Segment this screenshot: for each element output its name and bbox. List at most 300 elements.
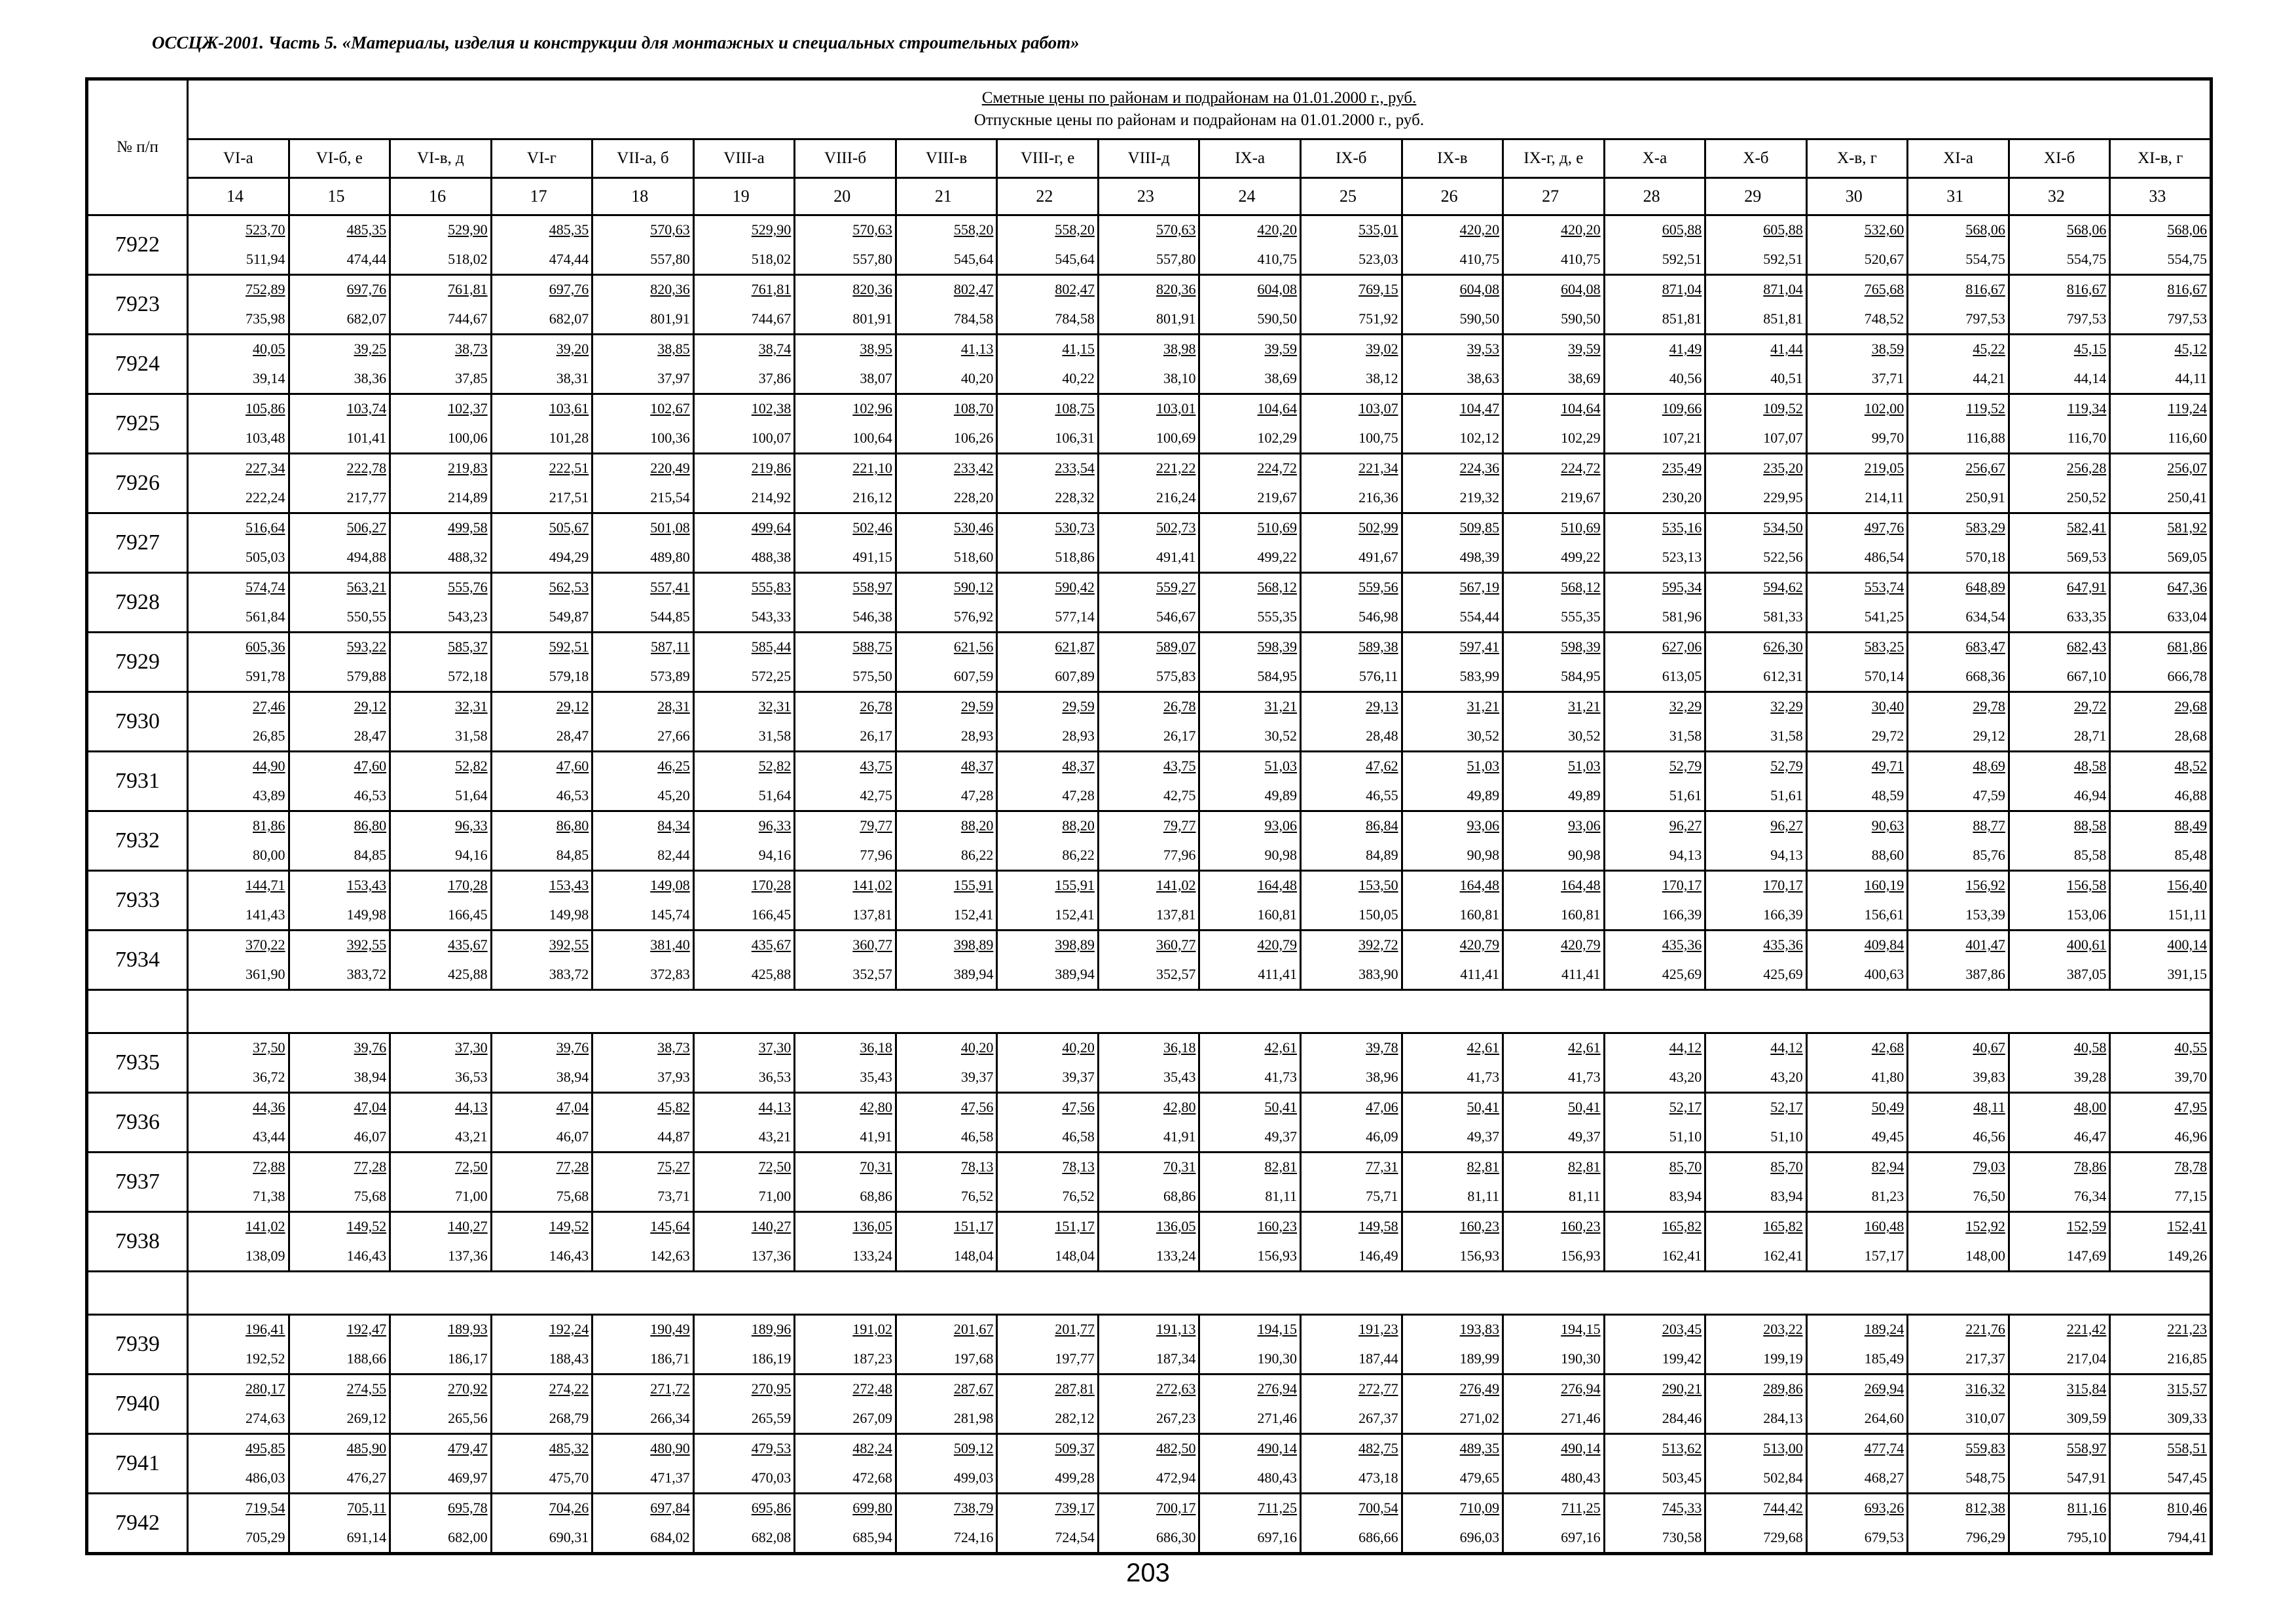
estimated-price: 559,56 [1358,579,1398,595]
price-cell [997,454,1099,513]
estimated-price: 44,13 [758,1099,792,1115]
estimated-price: 648,89 [1965,579,2005,595]
estimated-price: 119,24 [2168,400,2207,416]
release-price: 102,29 [1561,430,1601,446]
price-cell [188,1212,289,1272]
price-cell [2009,1153,2110,1212]
estimated-price: 570,63 [852,221,892,238]
price-cell [1503,633,1605,692]
price-cell [2009,394,2110,454]
estimated-price: 102,67 [650,400,690,416]
release-price: 46,96 [2174,1128,2207,1145]
price-cell [795,633,896,692]
price-cell [997,513,1099,573]
price-table [85,77,2213,1555]
estimated-price: 40,20 [1062,1039,1095,1056]
release-price: 49,89 [1467,787,1500,803]
estimated-price: 695,86 [751,1500,792,1516]
release-price: 31,58 [758,728,792,744]
estimated-price: 485,35 [346,221,387,238]
release-price: 166,45 [448,906,488,923]
release-price: 190,30 [1561,1350,1601,1367]
price-cell [1199,573,1301,633]
release-price: 116,70 [2067,430,2107,446]
price-cell [795,573,896,633]
estimated-price: 558,97 [2066,1440,2107,1456]
price-cell [896,1033,997,1093]
release-price: 491,15 [852,549,892,565]
estimated-price: 105,86 [246,400,285,416]
price-cell [1098,1212,1199,1272]
estimated-price: 47,60 [354,758,387,774]
price-cell [1402,633,1503,692]
column-number: 33 [2110,178,2212,215]
estimated-price: 435,67 [751,936,792,953]
release-price: 39,28 [2073,1069,2107,1085]
price-cell [2009,275,2110,335]
estimated-price: 765,68 [1864,281,1904,297]
release-price: 148,04 [1055,1247,1095,1264]
item-number: 7928 [87,573,188,633]
price-cell [1806,1375,1908,1434]
price-cell [1604,1375,1705,1434]
price-cell [1705,871,1807,931]
price-cell [2110,871,2212,931]
estimated-price: 37,50 [253,1039,285,1056]
section-separator-cell [87,1272,188,1315]
release-price: 85,58 [2073,847,2107,863]
column-number-row [87,178,2212,215]
estimated-price: 812,38 [1965,1500,2005,1516]
estimated-price: 72,50 [455,1158,488,1175]
estimated-price: 153,43 [346,877,387,893]
price-cell [795,454,896,513]
release-price: 152,41 [953,906,994,923]
estimated-price: 398,89 [953,936,994,953]
estimated-price: 529,90 [751,221,792,238]
release-price: 146,43 [346,1247,387,1264]
page-number: 203 [1126,1559,1170,1587]
estimated-price: 85,70 [1770,1158,1803,1175]
release-price: 545,64 [1055,251,1095,267]
release-price: 84,85 [556,847,589,863]
release-price: 90,98 [1264,847,1298,863]
estimated-price: 41,49 [1669,341,1702,357]
estimated-price: 761,81 [751,281,792,297]
table-row [87,1093,2212,1153]
price-cell [997,931,1099,990]
price-cell [693,1375,795,1434]
release-price: 137,81 [1156,906,1196,923]
estimated-price: 70,31 [860,1158,892,1175]
price-cell [1098,811,1199,871]
price-cell [1199,1033,1301,1093]
price-cell [1301,454,1402,513]
release-price: 579,88 [346,668,387,684]
release-price: 76,50 [1973,1188,2005,1204]
estimated-price: 509,37 [1055,1440,1095,1456]
price-cell [1908,871,2009,931]
release-price: 265,56 [448,1410,488,1426]
price-cell [795,692,896,752]
release-price: 160,81 [1257,906,1298,923]
estimated-price: 502,73 [1156,519,1196,536]
release-price: 557,80 [650,251,690,267]
estimated-price: 227,34 [246,460,285,476]
estimated-price: 160,23 [1459,1218,1500,1234]
release-price: 387,86 [1965,966,2005,982]
release-price: 518,02 [448,251,488,267]
release-price: 472,94 [1156,1469,1196,1486]
release-price: 49,37 [1264,1128,1298,1145]
release-price: 546,67 [1156,608,1196,625]
estimated-price: 36,18 [1163,1039,1196,1056]
release-price: 499,28 [1055,1469,1095,1486]
release-price: 679,53 [1864,1529,1904,1545]
estimated-price: 160,23 [1257,1218,1298,1234]
estimated-price: 270,92 [448,1380,488,1397]
estimated-price: 88,58 [2073,817,2107,834]
release-price: 547,45 [2167,1469,2207,1486]
estimated-price: 502,46 [852,519,892,536]
release-price: 46,88 [2174,787,2207,803]
price-cell [1098,931,1199,990]
estimated-price: 193,83 [1459,1321,1500,1337]
release-price: 148,00 [1965,1247,2005,1264]
estimated-price: 191,02 [852,1321,892,1337]
price-cell [693,811,795,871]
release-price: 550,55 [346,608,387,625]
price-cell [795,871,896,931]
estimated-price: 75,27 [657,1158,690,1175]
price-cell [289,513,390,573]
release-price: 216,12 [852,489,892,506]
release-price: 49,89 [1568,787,1601,803]
estimated-price: 535,01 [1358,221,1398,238]
price-cell [896,573,997,633]
estimated-price: 587,11 [651,638,690,655]
estimated-price: 43,75 [860,758,892,774]
price-cell [2009,215,2110,275]
release-price: 682,07 [346,310,387,327]
estimated-price: 490,14 [1561,1440,1601,1456]
release-price: 137,36 [448,1247,488,1264]
release-price: 116,88 [1966,430,2005,446]
estimated-price: 276,94 [1257,1380,1298,1397]
release-price: 697,16 [1257,1529,1298,1545]
release-price: 47,59 [1973,787,2005,803]
release-price: 42,75 [1163,787,1196,803]
release-price: 685,94 [852,1529,892,1545]
estimated-price: 290,21 [1662,1380,1702,1397]
estimated-price: 78,78 [2174,1158,2207,1175]
estimated-price: 84,34 [657,817,690,834]
price-cell [1301,752,1402,811]
release-price: 94,13 [1669,847,1702,863]
release-price: 498,39 [1459,549,1500,565]
price-cell [491,275,592,335]
release-price: 480,43 [1561,1469,1601,1486]
column-number: 14 [188,178,289,215]
release-price: 46,47 [2073,1128,2107,1145]
release-price: 411,41 [1460,966,1500,982]
estimated-price: 38,95 [860,341,892,357]
price-cell [1402,513,1503,573]
price-cell [1806,1033,1908,1093]
release-price: 548,75 [1965,1469,2005,1486]
release-price: 83,94 [1770,1188,1803,1204]
release-price: 691,14 [346,1529,387,1545]
release-price: 41,73 [1467,1069,1500,1085]
estimated-price: 479,53 [751,1440,792,1456]
release-price: 76,34 [2073,1188,2107,1204]
release-price: 744,67 [448,310,488,327]
release-price: 784,58 [953,310,994,327]
release-price: 51,61 [1669,787,1702,803]
release-price: 784,58 [1055,310,1095,327]
price-cell [896,1315,997,1375]
district-header: IX-а [1199,139,1301,178]
table-row [87,692,2212,752]
price-cell [997,1093,1099,1153]
estimated-price: 149,52 [346,1218,387,1234]
price-cell [1301,513,1402,573]
estimated-price: 38,73 [455,341,488,357]
release-price: 187,23 [852,1350,892,1367]
estimated-price: 44,90 [253,758,285,774]
release-price: 471,37 [650,1469,690,1486]
release-price: 40,22 [1062,370,1095,386]
estimated-price: 151,17 [1055,1218,1095,1234]
release-price: 796,29 [1965,1529,2005,1545]
price-cell [390,1153,492,1212]
price-cell [1301,1434,1402,1494]
estimated-price: 315,57 [2167,1380,2207,1397]
release-price: 31,58 [455,728,488,744]
price-cell [1503,335,1605,394]
release-price: 590,50 [1459,310,1500,327]
estimated-price: 52,82 [455,758,488,774]
price-cell [1604,1212,1705,1272]
estimated-price: 170,17 [1662,877,1702,893]
price-cell [592,692,694,752]
release-price: 271,46 [1257,1410,1298,1426]
estimated-price: 553,74 [1864,579,1904,595]
price-cell [1199,752,1301,811]
estimated-price: 47,56 [1062,1099,1095,1115]
price-cell [1402,275,1503,335]
estimated-price: 78,13 [960,1158,994,1175]
price-cell [997,871,1099,931]
release-price: 43,21 [455,1128,488,1145]
release-price: 229,95 [1763,489,1803,506]
price-cell [289,1315,390,1375]
price-cell [390,692,492,752]
estimated-price: 479,47 [448,1440,488,1456]
release-price: 186,71 [650,1350,690,1367]
estimated-price: 155,91 [1055,877,1095,893]
release-price: 38,69 [1568,370,1601,386]
price-cell [1402,1494,1503,1554]
estimated-price: 626,30 [1763,638,1803,655]
price-cell [188,811,289,871]
price-cell [1098,215,1199,275]
estimated-price: 530,73 [1055,519,1095,536]
release-price: 576,11 [1358,668,1398,684]
estimated-price: 141,02 [852,877,892,893]
release-price: 103,48 [246,430,285,446]
release-price: 310,07 [1965,1410,2005,1426]
estimated-price: 26,78 [860,698,892,714]
estimated-price: 570,63 [1156,221,1196,238]
price-cell [896,1494,997,1554]
estimated-price: 201,67 [953,1321,994,1337]
release-price: 46,58 [1062,1128,1095,1145]
estimated-price: 501,08 [650,519,690,536]
estimated-price: 495,85 [246,1440,285,1456]
price-cell [1503,1315,1605,1375]
release-price: 584,95 [1561,668,1601,684]
price-cell [1806,335,1908,394]
estimated-price: 52,79 [1770,758,1803,774]
estimated-price: 647,36 [2167,579,2207,595]
release-price: 41,91 [1163,1128,1196,1145]
estimated-price: 316,32 [1965,1380,2005,1397]
estimated-price: 593,22 [346,638,387,655]
price-cell [289,1153,390,1212]
price-cell [491,1494,592,1554]
release-price: 554,75 [2167,251,2207,267]
price-cell [1604,692,1705,752]
price-cell [1908,633,2009,692]
column-number: 24 [1199,178,1301,215]
estimated-price: 42,61 [1568,1039,1601,1056]
price-cell [491,1212,592,1272]
release-price: 581,33 [1763,608,1803,625]
estimated-price: 276,49 [1459,1380,1500,1397]
release-price: 269,12 [346,1410,387,1426]
section-separator-cell [87,990,188,1033]
release-price: 547,91 [2066,1469,2107,1486]
release-price: 271,46 [1561,1410,1601,1426]
release-price: 214,89 [448,489,488,506]
estimated-price: 47,56 [960,1099,994,1115]
release-price: 794,41 [2167,1529,2207,1545]
price-cell [1098,275,1199,335]
item-number: 7933 [87,871,188,931]
estimated-price: 219,83 [448,460,488,476]
release-price: 494,88 [346,549,387,565]
price-cell [188,1153,289,1212]
district-header: XI-б [2009,139,2110,178]
item-number: 7925 [87,394,188,454]
estimated-price: 221,34 [1358,460,1398,476]
release-price: 554,75 [2066,251,2107,267]
release-price: 505,03 [246,549,285,565]
price-cell [188,1093,289,1153]
estimated-price: 48,52 [2174,758,2207,774]
price-cell [1199,513,1301,573]
price-cell [1503,394,1605,454]
estimated-price: 155,91 [953,877,994,893]
column-number: 30 [1806,178,1908,215]
release-price: 152,41 [1055,906,1095,923]
price-cell [1908,931,2009,990]
release-price: 156,61 [1864,906,1904,923]
release-price: 47,28 [1062,787,1095,803]
price-cell [1402,573,1503,633]
price-cell [390,752,492,811]
release-price: 561,84 [246,608,285,625]
price-cell [390,1212,492,1272]
price-cell [491,871,592,931]
release-price: 42,75 [860,787,892,803]
release-price: 35,43 [1163,1069,1196,1085]
release-price: 38,63 [1467,370,1500,386]
price-cell [1301,573,1402,633]
estimated-price: 583,25 [1864,638,1904,655]
release-price: 228,32 [1055,489,1095,506]
estimated-price: 41,15 [1062,341,1095,357]
price-cell [795,1315,896,1375]
estimated-price: 392,72 [1358,936,1398,953]
price-cell [390,633,492,692]
release-price: 100,07 [751,430,792,446]
price-cell [693,215,795,275]
release-price: 38,10 [1163,370,1196,386]
price-cell [1199,871,1301,931]
price-cell [1199,1315,1301,1375]
estimated-price: 140,27 [448,1218,488,1234]
district-header: X-в, г [1806,139,1908,178]
estimated-price: 604,08 [1257,281,1298,297]
estimated-price: 221,42 [2066,1321,2107,1337]
estimated-price: 570,63 [650,221,690,238]
district-header: VIII-а [693,139,795,178]
estimated-price: 269,94 [1864,1380,1904,1397]
price-cell [1098,513,1199,573]
release-price: 84,85 [354,847,387,863]
item-number: 7932 [87,811,188,871]
estimated-price: 37,30 [455,1039,488,1056]
estimated-price: 39,78 [1366,1039,1398,1056]
release-price: 410,75 [1257,251,1298,267]
release-price: 156,93 [1257,1247,1298,1264]
price-cell [896,335,997,394]
estimated-price: 499,64 [751,519,792,536]
release-price: 28,93 [1062,728,1095,744]
price-cell [2009,692,2110,752]
release-price: 634,54 [1965,608,2005,625]
release-price: 29,72 [1871,728,1904,744]
estimated-price: 104,64 [1561,400,1601,416]
price-cell [1705,1033,1807,1093]
release-price: 667,10 [2066,668,2107,684]
price-cell [896,1093,997,1153]
release-price: 488,32 [448,549,488,565]
release-price: 486,03 [246,1469,285,1486]
estimated-price: 752,89 [246,281,285,297]
release-price: 81,11 [1265,1188,1298,1204]
column-number: 15 [289,178,390,215]
release-price: 801,91 [650,310,690,327]
release-price: 147,69 [2066,1247,2107,1264]
estimated-price: 30,40 [1871,698,1904,714]
release-price: 491,67 [1358,549,1398,565]
price-cell [795,1212,896,1272]
release-price: 38,36 [354,370,387,386]
estimated-price: 38,74 [758,341,792,357]
